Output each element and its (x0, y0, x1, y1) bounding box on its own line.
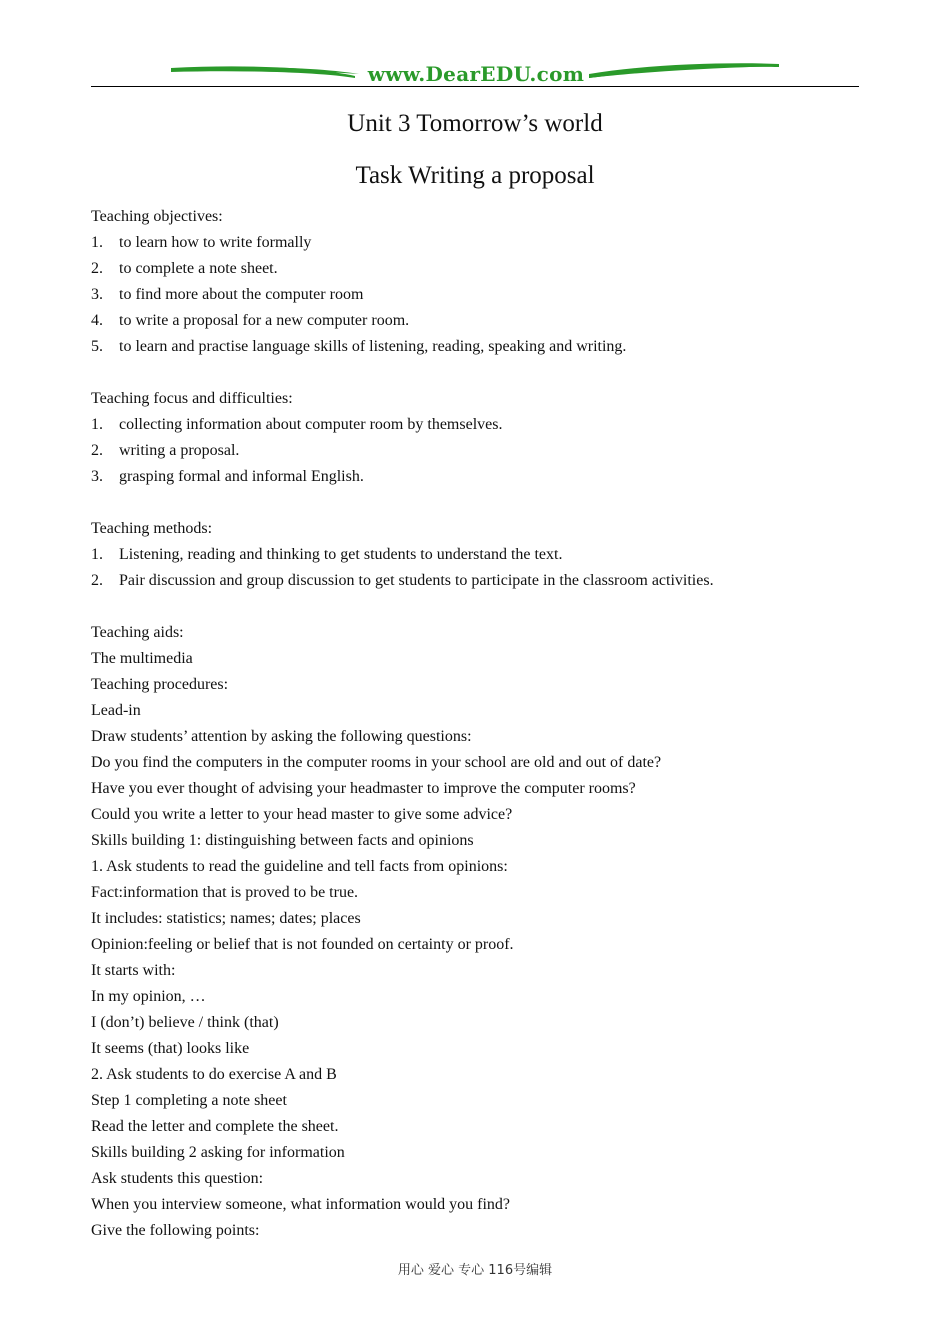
body-line: Do you find the computers in the computer rooms in your school are old and out of date? (91, 754, 662, 771)
body-line: Fact:information that is proved to be true. (91, 884, 359, 901)
body-line: Opinion:feeling or belief that is not founded on certainty or proof. (91, 936, 514, 953)
method-item: 1. Listening, reading and thinking to get students to understand the text. (91, 546, 563, 563)
focus-heading: Teaching focus and difficulties: (91, 390, 293, 407)
focus-item: 2. writing a proposal. (91, 442, 240, 459)
focus-item: 1. collecting information about computer room by themselves. (91, 416, 503, 433)
header-rule (91, 86, 859, 87)
body-line: I (don’t) believe / think (that) (91, 1014, 279, 1031)
body-line: Draw students’ attention by asking the following questions: (91, 728, 472, 745)
unit-title: Unit 3 Tomorrow’s world (347, 110, 603, 137)
body-line: In my opinion, … (91, 988, 206, 1005)
spacer (91, 594, 871, 620)
body-line: It starts with: (91, 962, 176, 979)
body-line: Skills building 2 asking for information (91, 1144, 345, 1161)
body-line: Teaching procedures: (91, 676, 229, 693)
page-header (91, 58, 859, 90)
body-line: 2. Ask students to do exercise A and B (91, 1066, 337, 1083)
body-line: Skills building 1: distinguishing between facts and opinions (91, 832, 474, 849)
focus-item: 3. grasping formal and informal English. (91, 468, 364, 485)
logo-text: www.DearEDU.com (367, 62, 585, 86)
body-line: Have you ever thought of advising your headmaster to improve the computer rooms? (91, 780, 636, 797)
body-line: Ask students this question: (91, 1170, 264, 1187)
spacer (91, 490, 871, 516)
body-line: Give the following points: (91, 1222, 260, 1239)
body-line: Teaching aids: (91, 624, 184, 641)
body-line: It seems (that) looks like (91, 1040, 250, 1057)
body-line: Could you write a letter to your head master to give some advice? (91, 806, 513, 823)
body-line: 1. Ask students to read the guideline and tell facts from opinions: (91, 858, 508, 875)
objective-item: 5. to learn and practise language skills of listening, reading, speaking and writing. (91, 338, 627, 355)
task-title: Task Writing a proposal (355, 162, 595, 189)
body-line: Step 1 completing a note sheet (91, 1092, 287, 1109)
body-line: Lead-in (91, 702, 141, 719)
body-line: When you interview someone, what information would you find? (91, 1196, 511, 1213)
body-line: It includes: statistics; names; dates; places (91, 910, 361, 927)
objectives-heading: Teaching objectives: (91, 208, 223, 225)
methods-heading: Teaching methods: (91, 520, 213, 537)
method-item: 2. Pair discussion and group discussion to get students to participate in the classroom activities. (91, 572, 714, 589)
body-line: The multimedia (91, 650, 193, 667)
objective-item: 1. to learn how to write formally (91, 234, 312, 251)
spacer (91, 360, 871, 386)
body-line: Read the letter and complete the sheet. (91, 1118, 339, 1135)
objective-item: 4. to write a proposal for a new computer room. (91, 312, 410, 329)
objective-item: 2. to complete a note sheet. (91, 260, 278, 277)
document-body (91, 204, 871, 1244)
objective-item: 3. to find more about the computer room (91, 286, 364, 303)
page-footer: 用心 爱心 专心 116号编辑 (397, 1263, 553, 1278)
